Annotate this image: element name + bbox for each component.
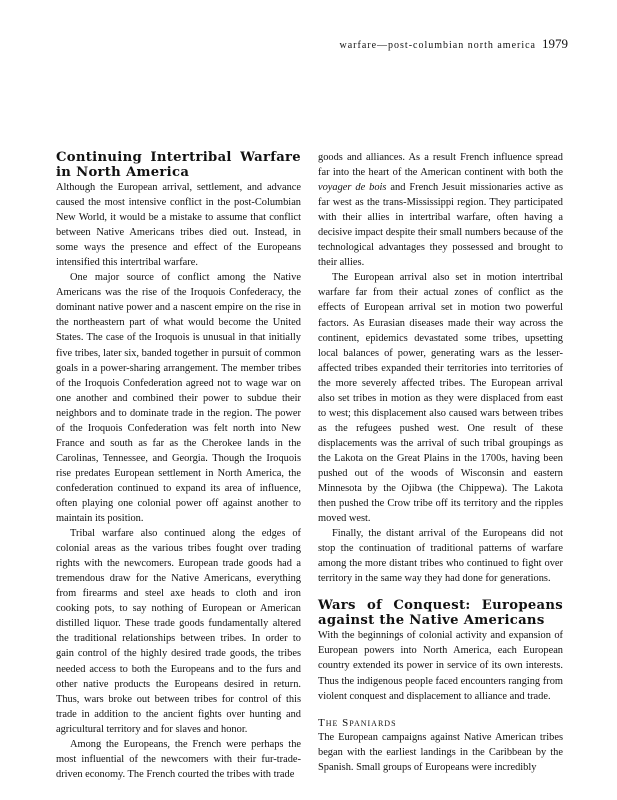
- text-run: goods and alliances. As a result French influence spread far into the heart of the American continent with both the: [318, 152, 563, 179]
- running-title: warfare—post-columbian north america: [339, 40, 536, 51]
- paragraph: Tribal warfare also continued along the edges of colonial areas as the various tribes fought over trading rights with the newcomers. European trade goods had a tremendous draw for the Native Americans, everything from firearms and steel axe heads to cloth and iron cooking pots, to say nothing of European or American distilled liquor. These trade goods fundamentally altered the traditional relationships between tribes. In order to gain control of the highly desired trade goods, the tribes needed access to both the Europeans and to the furs and other native products the Europeans desired in return. Thus, wars broke out between tribes for control of this trade in addition to the ancient fights over hunting and agricultural territory and for slaves and honor.: [56, 528, 301, 735]
- running-header: [340, 36, 569, 52]
- text-run: and French Jesuit missionaries active as far west as the trans-Mississippi region. They participated with their allies in intertribal warfare, often having a decisive impact despite their small numbers because of the technological advantages they possessed and brought to their allies.: [318, 182, 563, 269]
- paragraph: With the beginnings of colonial activity and expansion of European powers into North America, each European country extended its power in service of its own interests. Thus the indigenous people faced encounters ranging from violent conquest and displacement to alliance and trade.: [318, 630, 563, 702]
- paragraph: One major source of conflict among the Native Americans was the rise of the Iroquois Confederacy, the dominant native power and a nascent empire on the rise in the northeastern part of what would become the United States. The case of the Iroquois is unusual in that initially five tribes, later six, banded together in pursuit of common goals in a power-sharing arrangement. The member tribes of the Iroquois Confederation agreed not to wage war on one another and combined their power to subdue their neighbors and to dominate trade in the region. The power of the Iroquois Confederation was felt north into New France and south as far as the Cherokee lands in the Carolinas, Tennessee, and Georgia. Though the Iroquois rise predates European settlement in North America, the confederation continued to expand its area of influence, often playing one colonial power off against another to maintain its position.: [56, 272, 301, 525]
- paragraph: Among the Europeans, the French were perhaps the most influential of the newcomers with their fur-trade-driven economy. The French courted the tribes with trade: [56, 738, 301, 780]
- section-heading-wars-of-conquest: Wars of Conquest: Europeans against the Native Americans: [318, 598, 563, 629]
- paragraph: The European arrival also set in motion intertribal warfare far from their actual zones of conflict as the effects of European arrival set in motion two powerful factors. As Eurasian diseases made their way across the continent, epidemics devastated some tribes, upsetting local balances of power, generating wars as the lesser-affected tribes expanded their territories into territories of the more severely affected tribes. The European arrival also set tribes in motion as they were displaced from east to west; this displacement also caused wars between tribes as the refugees pushed west. One result of these displacements was the arrival of such tribal groupings as the Lakota on the Great Plains in the 1700s, having been pushed out of the woods of Wisconsin and eastern Minnesota by the Ojibwa (the Chippewa). The Lakota then pushed the Crow tribe off its territory and the ripples moved west.: [318, 272, 563, 525]
- italic-term: voyager de bois: [318, 182, 387, 194]
- paragraph: The European campaigns against Native American tribes began with the earliest landings in the Caribbean by the Spanish. Small groups of Europeans were incredibly: [318, 731, 563, 773]
- paragraph: [318, 150, 563, 270]
- left-column: [56, 150, 301, 782]
- subsection-heading-spaniards: The Spaniards: [318, 716, 397, 729]
- spacer: [318, 586, 563, 598]
- right-column: [318, 150, 563, 775]
- paragraph: Although the European arrival, settlement, and advance caused the most intensive conflict in the post-Columbian New World, it would be a mistake to assume that conflict between Native Americans tribes died out. Instead, in some ways the presence and effect of the Europeans intensified this intertribal warfare.: [56, 182, 301, 269]
- paragraph: Finally, the distant arrival of the Europeans did not stop the continuation of traditional patterns of warfare among the more distant tribes who continued to fight over territory in the same way they had done for generations.: [318, 528, 563, 585]
- section-heading-intertribal: Continuing Intertribal Warfare in North America: [56, 150, 301, 180]
- page-number: 1979: [542, 36, 568, 51]
